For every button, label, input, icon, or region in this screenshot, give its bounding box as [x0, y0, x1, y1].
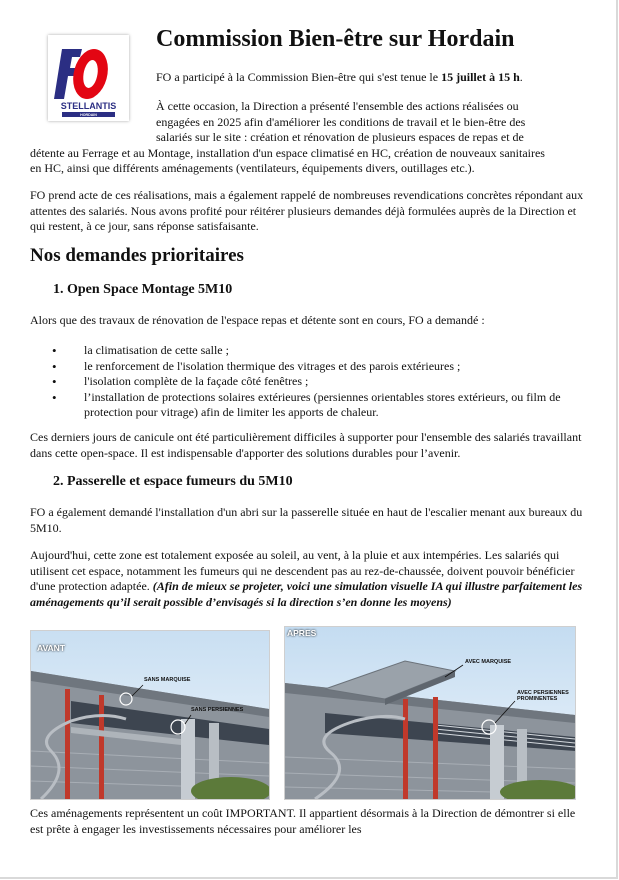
item2-paragraph-2 [30, 548, 590, 610]
item1-heading: 1. Open Space Montage 5M10 [53, 282, 233, 297]
intro-paragraph-1 [156, 70, 523, 86]
item1-bullet-list [68, 343, 588, 421]
intro-p2-line1: À cette occasion, la Direction a présenté l'ensemble des actions réalisées ou [156, 99, 519, 113]
intro-p1-before: FO a participé à la Commission Bien-être qui s'est tenue le [156, 70, 442, 84]
photo-after-label: APRES [287, 628, 317, 638]
list-item: • l'isolation complète de la façade côté fenêtres ; [68, 374, 588, 390]
item2-p2-text: Aujourd'hui, cette zone est totalement exposée au soleil, au vent, à la pluie et aux intempéries. Les salariés qui utilisent cet espace, notamment les fumeurs qui ne descendent pas au rez-de-chaussée, doivent pouvoir bénéficier d'une protection adaptée. [30, 548, 575, 593]
photo-after-callout-2: AVEC PERSIENNES PROMINENTES [517, 690, 569, 702]
intro-p1-after: . [519, 70, 523, 84]
footer-paragraph: Ces aménagements représentent un coût IMPORTANT. Il appartient désormais à la Direction de démontrer si elle est prête à engager les investissements nécessaires pour améliorer les [30, 806, 576, 836]
intro-p2-line2: engagées en 2025 afin d'améliorer les conditions de travail et le bien-être des [156, 114, 526, 129]
photo-before-callout-1: SANS MARQUISE [144, 677, 191, 683]
item1-lead: Alors que des travaux de rénovation de l'espace repas et détente sont en cours, FO a demandé : [30, 313, 485, 327]
intro-p2-line4: détente au Ferrage et au Montage, installation d'un espace climatisé en HC, création de nouveaux sanitaires [30, 145, 545, 160]
section-title: Nos demandes prioritaires [30, 245, 244, 266]
page-title: Commission Bien-être sur Hordain [156, 26, 515, 52]
item2-paragraph-1: FO a également demandé l'installation d'un abri sur la passerelle située en haut de l'escalier menant aux bureaux du 5M10. [30, 505, 583, 535]
list-item: • l’installation de protections solaires extérieures (persiennes orientables stores extérieurs, ou film de protection pour vitrage) afin de limiter les apports de chaleur. [68, 390, 588, 421]
item2-p2-italic-note: (Afin de mieux se projeter, voici une simulation visuelle IA qui illustre parfaitement les aménagements qu’il serait possible d’envisagés si la direction s’en donne les moyens) [30, 579, 583, 609]
photo-before [30, 630, 270, 800]
intro-p2-line5: en HC, ainsi que différents aménagements (ventilateurs, équipements divers, outillages etc.). [30, 161, 475, 175]
photo-before-callout-2: SANS PERSIENNES [191, 707, 244, 713]
intro-paragraph-3: FO prend acte de ces réalisations, mais a également rappelé de nombreuses revendications concrètes répondant aux attentes des salariés. Nous avons profité pour réitérer plusieurs demandes déjà formulées auprès de la Direction et qui restent, à ce jour, sans réponse satisfaisante. [30, 188, 584, 233]
list-item: • la climatisation de cette salle ; [68, 343, 588, 359]
logo-site: HORDAIN [80, 113, 97, 118]
photo-after [284, 626, 576, 800]
photo-before-label: AVANT [37, 643, 66, 653]
item1-closing: Ces derniers jours de canicule ont été particulièrement difficiles à supporter pour l'ensemble des salariés travaillant dans cette open-space. Il est indispensable d'apporter des solutions durables pour l’avenir. [30, 430, 582, 460]
list-item: • le renforcement de l'isolation thermique des vitrages et des parois extérieures ; [68, 359, 588, 375]
fo-stellantis-logo [48, 35, 129, 121]
intro-p2-line3: salariés sur le site : création et rénovation de plusieurs espaces de repas et de [156, 130, 524, 144]
meeting-date: 15 juillet à 15 h [441, 70, 520, 84]
photo-after-callout-1: AVEC MARQUISE [465, 659, 512, 665]
logo-brand: STELLANTIS [60, 101, 117, 111]
item2-heading: 2. Passerelle et espace fumeurs du 5M10 [53, 474, 293, 489]
